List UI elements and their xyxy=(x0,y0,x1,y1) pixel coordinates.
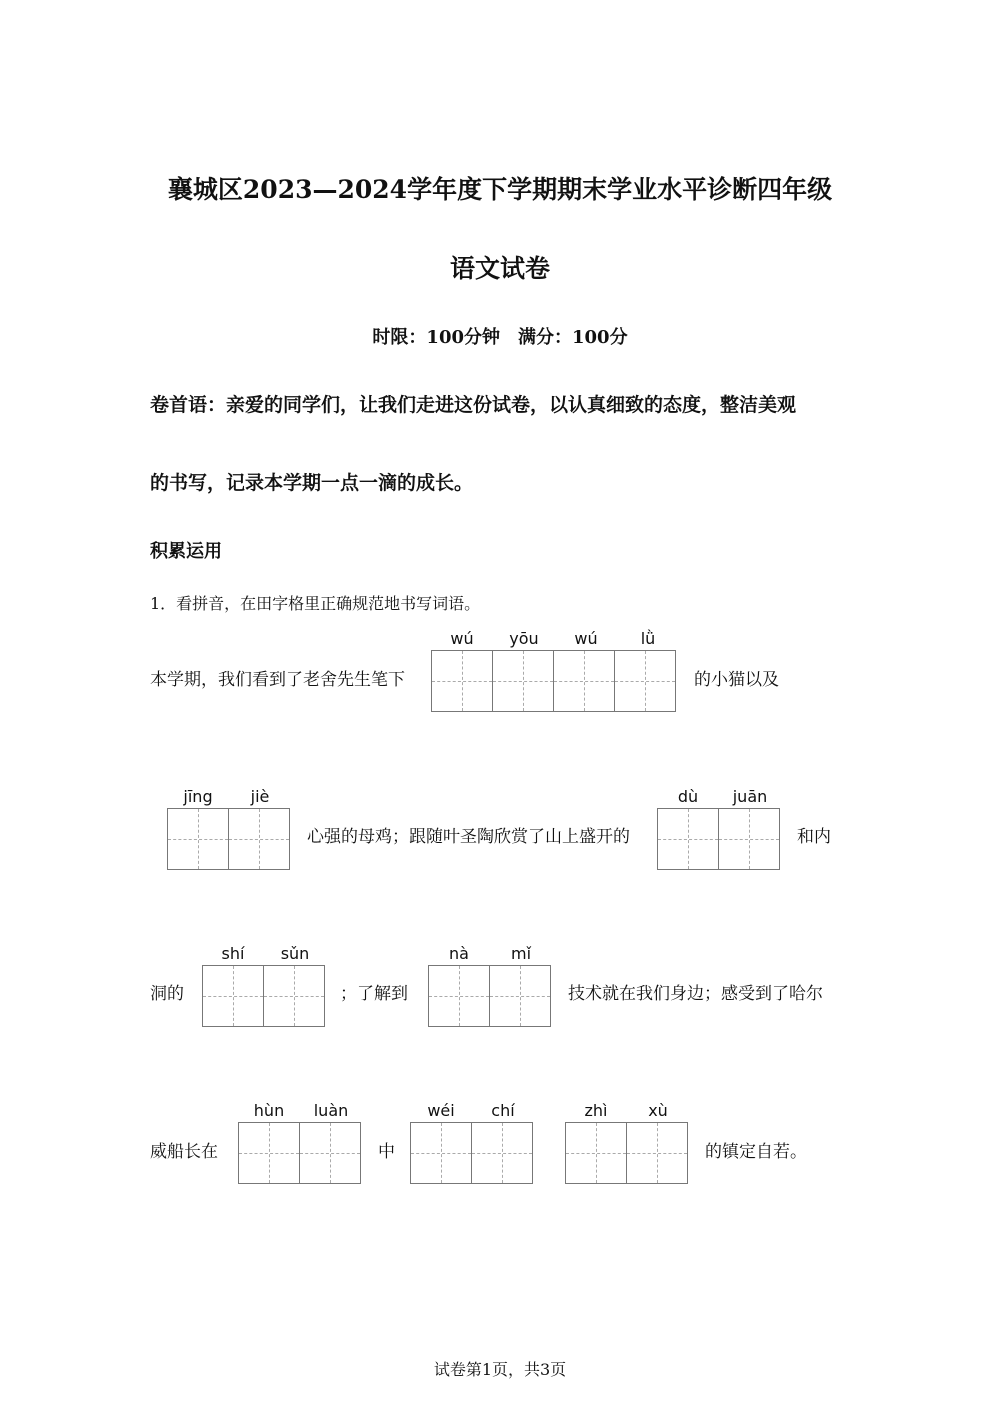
pinyin-label: sǔn xyxy=(280,944,310,963)
pinyin-label: zhì xyxy=(584,1101,608,1120)
pinyin-label: wú xyxy=(450,629,474,648)
pinyin-label: juān xyxy=(732,787,768,806)
sentence-segment: 的镇定自若。 xyxy=(705,1142,807,1162)
tianzige-box[interactable] xyxy=(167,808,229,870)
pinyin-grid-dujuan xyxy=(657,786,781,870)
pinyin-label: wéi xyxy=(427,1101,455,1120)
pinyin-grid-jingjie xyxy=(167,786,291,870)
pinyin-label: yōu xyxy=(509,629,539,648)
sentence-segment: 本学期，我们看到了老舍先生笔下 xyxy=(150,670,405,690)
pinyin-label: dù xyxy=(677,787,699,806)
sentence-segment: ；了解到 xyxy=(340,984,408,1004)
time-score-info: 时限：100分钟 满分：100分 xyxy=(372,327,628,348)
sentence-segment: 和内 xyxy=(797,827,831,847)
pinyin-grid-wuyouwulv xyxy=(431,628,679,712)
preface-line1: 卷首语：亲爱的同学们，让我们走进这份试卷，以认真细致的态度，整洁美观 xyxy=(150,394,797,416)
tianzige-box[interactable] xyxy=(202,965,264,1027)
pinyin-label: nà xyxy=(449,944,469,963)
sentence-segment: 心强的母鸡；跟随叶圣陶欣赏了山上盛开的 xyxy=(307,827,630,847)
tianzige-box[interactable] xyxy=(428,965,490,1027)
sentence-segment: 技术就在我们身边；感受到了哈尔 xyxy=(568,984,823,1004)
pinyin-grid-nami xyxy=(428,943,552,1027)
tianzige-box[interactable] xyxy=(238,1122,300,1184)
pinyin-label: jīng xyxy=(183,787,213,806)
exam-title-line1: 襄城区2023—2024学年度下学期期末学业水平诊断四年级 xyxy=(167,175,833,204)
preface-line2: 的书写，记录本学期一点一滴的成长。 xyxy=(150,472,474,494)
sentence-segment: 威船长在 xyxy=(150,1142,218,1162)
section-title: 积累运用 xyxy=(150,541,222,562)
tianzige-box[interactable] xyxy=(228,808,290,870)
pinyin-label: shí xyxy=(221,944,245,963)
tianzige-box[interactable] xyxy=(299,1122,361,1184)
pinyin-grid-hunluan xyxy=(238,1100,362,1184)
tianzige-box[interactable] xyxy=(492,650,554,712)
tianzige-box[interactable] xyxy=(718,808,780,870)
page-footer: 试卷第1页，共3页 xyxy=(433,1360,567,1379)
sentence-segment: 中 xyxy=(378,1142,395,1162)
tianzige-box[interactable] xyxy=(471,1122,533,1184)
pinyin-label: jiè xyxy=(250,787,270,806)
pinyin-grid-weichi xyxy=(410,1100,534,1184)
sentence-segment: 洞的 xyxy=(150,984,184,1004)
pinyin-label: xù xyxy=(648,1101,668,1120)
tianzige-box[interactable] xyxy=(489,965,551,1027)
pinyin-label: luàn xyxy=(313,1101,349,1120)
tianzige-box[interactable] xyxy=(614,650,676,712)
pinyin-label: hùn xyxy=(253,1101,285,1120)
pinyin-label: chí xyxy=(491,1101,515,1120)
pinyin-grid-zhixu xyxy=(565,1100,689,1184)
pinyin-label: wú xyxy=(574,629,598,648)
tianzige-box[interactable] xyxy=(431,650,493,712)
pinyin-label: mǐ xyxy=(510,944,532,963)
tianzige-box[interactable] xyxy=(263,965,325,1027)
tianzige-box[interactable] xyxy=(626,1122,688,1184)
tianzige-box[interactable] xyxy=(657,808,719,870)
question-1-prompt: 1．看拼音，在田字格里正确规范地书写词语。 xyxy=(150,594,481,613)
tianzige-box[interactable] xyxy=(565,1122,627,1184)
tianzige-box[interactable] xyxy=(553,650,615,712)
pinyin-grid-shisun xyxy=(202,943,326,1027)
pinyin-label: lǜ xyxy=(640,629,656,648)
tianzige-box[interactable] xyxy=(410,1122,472,1184)
exam-title-line2: 语文试卷 xyxy=(449,254,550,283)
sentence-segment: 的小猫以及 xyxy=(694,670,779,690)
